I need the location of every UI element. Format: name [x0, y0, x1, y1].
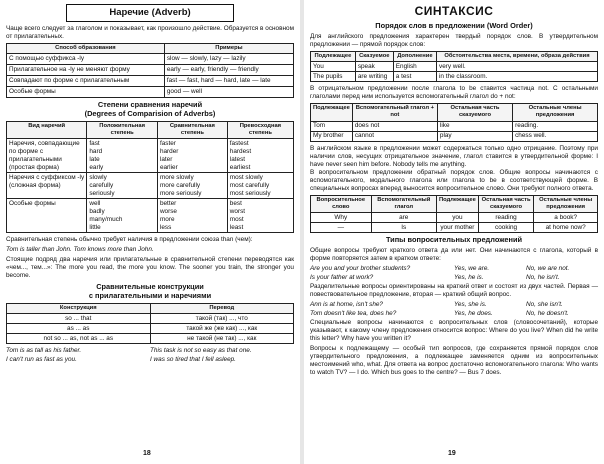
example-row [6, 347, 294, 355]
table-row [7, 324, 294, 334]
table-cell: My brother [311, 131, 353, 141]
example-text: Is your father at work? [310, 273, 374, 281]
formation-table [6, 43, 294, 98]
table-header: Перевод [150, 304, 294, 314]
table-row [7, 334, 294, 344]
table-cell: Is [371, 223, 436, 233]
example-text: Yes, he is. [454, 273, 484, 281]
question-intro: В английском языке в предложении может содержаться только одно отрицание. Поэтому при наличии слов, несущих отрицательное значение, глагол ставится в утвердительной форме: I have never seen him before. Nobody tells me anything. В вопросительном предложении обратный порядок слов. Общие вопросы начинаются с вспомогательного, модального глагола или глагола to be в соответствующей форме. В специальных вопросах вперед выносится вопросительное слово. Они требуют полного ответа. [310, 144, 598, 192]
adverb-title: Наречие (Adverb) [66, 4, 234, 22]
constructions-note: Стоящие подряд два наречия или прилагательные в сравнительной степени переводятся как «чем..., тем...»: The more you read, the more you know. The sooner you train, the stronger you become. [6, 256, 294, 280]
disjunctive-questions-text: Разделительные вопросы ориентированы на краткий ответ и состоят из двух частей. Первая — повествовательное предложение, вторая — краткий общий вопрос. [310, 282, 598, 298]
table-row [7, 139, 294, 173]
table-cell: like [437, 121, 512, 131]
table-row [7, 87, 294, 98]
table-header: Превосходная степень [227, 121, 293, 138]
table-cell: chess well. [513, 131, 598, 141]
table-cell: fastest hardest latest earliest [227, 139, 293, 173]
table-header: Остальные члены предложения [513, 104, 598, 121]
left-page [0, 0, 300, 464]
table-header: Вопросительное слово [311, 195, 372, 212]
table-row [7, 54, 294, 65]
table-header: Подлежащее [311, 104, 353, 121]
table-cell: early — early, friendly — friendly [164, 65, 293, 76]
table-cell: most slowly most carefully most seriously [227, 173, 293, 199]
table-cell: faster harder later earlier [157, 139, 227, 173]
table-header: Дополнение [393, 51, 436, 61]
example-text: Ann is at home, isn't she? [310, 300, 383, 308]
table-row [7, 65, 294, 76]
table-cell: cannot [352, 131, 437, 141]
table-cell: fast — fast, hard — hard, late — late [164, 76, 293, 87]
table-cell: Tom [311, 121, 353, 131]
table-cell: well badly many/much little [87, 199, 158, 233]
example-text: This task is not so easy as that one. [150, 347, 252, 355]
table-header: Вспомогательный глагол + not [352, 104, 437, 121]
constructions-table [6, 303, 294, 344]
table-cell: your mother [436, 223, 478, 233]
table-row [311, 72, 598, 82]
table-row [7, 76, 294, 87]
example-text: Tom is as tall as his father. [6, 347, 82, 355]
page-number: 19 [448, 450, 456, 458]
comparative-example: Tom is taller than John. Tom knows more than John. [6, 246, 154, 254]
table-cell: Особые формы [7, 199, 87, 233]
table-row [311, 131, 598, 141]
table-header: Остальные члены предложения [534, 195, 598, 212]
table-cell: The pupils [311, 72, 356, 82]
example-text: Tom doesn't like tea, does he? [310, 309, 397, 317]
table-cell: fast hard late early [87, 139, 158, 173]
table-header: Примеры [164, 43, 293, 53]
table-cell: не такой (не так) ..., как [150, 334, 294, 344]
right-page [304, 0, 604, 464]
table-cell: reading. [513, 121, 598, 131]
general-questions-text: Общие вопросы требуют краткого ответа да или нет. Они начинаются с глагола, который в форме повторяется затем в кратком ответе: [310, 246, 598, 262]
table-header: Вид наречий [7, 121, 87, 138]
table-cell: more slowly more carefully more seriously [157, 173, 227, 199]
table-header: Обстоятельства места, времени, образа действия [437, 51, 598, 61]
degrees-title: Степени сравнения наречий (Degrees of Comparision of Adverbs) [84, 100, 216, 118]
page-number: 18 [143, 450, 151, 458]
table-cell: Прилагательное на -ly не меняют форму [7, 65, 165, 76]
table-cell: a book? [534, 213, 598, 223]
example-row [310, 274, 598, 282]
table-cell: not so ... as, not as ... as [7, 334, 151, 344]
table-cell: does not [352, 121, 437, 131]
table-header: Положительная степень [87, 121, 158, 138]
table-header: Способ образования [7, 43, 165, 53]
table-header: Подлежащее [436, 195, 478, 212]
table-cell: so ... that [7, 314, 151, 324]
subject-questions-text: Вопросы к подлежащему — особый тип вопросов, где сохраняется прямой порядок слов утвердительного предложения, а подлежащее заменяется одним из вопросительных местоимений who, what. Для ответа на вопрос достаточно вспомогательного глагола: Who wants to watch TV? — I do. Which bus goes to the centre? — Bus 7 does. [310, 344, 598, 376]
negative-intro: В отрицательном предложении после глагола to be ставится частица not. С остальными глаголами перед ним используется вспомогательный глагол do + not: [310, 85, 598, 101]
example-text: No, he isn't. [526, 273, 560, 281]
example-text: Are you and your brother students? [310, 264, 411, 272]
syntax-title: СИНТАКСИС [414, 4, 494, 18]
table-row [7, 314, 294, 324]
table-row [311, 62, 598, 72]
table-cell: are writing [355, 72, 393, 82]
table-header: Сказуемое [355, 51, 393, 61]
table-cell: English [393, 62, 436, 72]
example-text: I can't run as fast as you. [6, 356, 77, 364]
table-row [311, 213, 598, 223]
table-cell: good — well [164, 87, 293, 98]
table-row [311, 121, 598, 131]
table-cell: cooking [478, 223, 534, 233]
special-questions-text: Специальные вопросы начинаются с вопросительных слов (словосочетаний), которые указывают, к какому члену предложения относится вопрос: Where do you live? When did he write this letter? Why have you written it? [310, 318, 598, 342]
table-cell: slow — slowly, lazy — lazily [164, 54, 293, 65]
example-text: No, she isn't. [526, 300, 563, 308]
table-header: Остальная часть сказуемого [437, 104, 512, 121]
example-text: Yes, we are. [454, 264, 490, 272]
table-cell: slowly carefully seriously [87, 173, 158, 199]
example-row [310, 301, 598, 309]
word-order-title: Порядок слов в предложении (Word Order) [375, 21, 533, 30]
table-cell: такой же (же как) ..., как [150, 324, 294, 334]
table-cell: Особые формы [7, 87, 165, 98]
table-cell: play [437, 131, 512, 141]
affirmative-table [310, 51, 598, 82]
table-cell: a test [393, 72, 436, 82]
table-cell: такой (так) ..., что [150, 314, 294, 324]
table-cell: Совпадают по форме с прилагательным [7, 76, 165, 87]
example-text: I was so tired that I fell asleep. [150, 356, 236, 364]
example-row [310, 310, 598, 318]
example-text: Yes, she is. [454, 300, 487, 308]
word-order-intro: Для английского предложения характерен твердый порядок слов. В утвердительном предложении — прямой порядок слов: [310, 32, 598, 48]
question-types-title: Типы вопросительных предложений [385, 235, 523, 245]
example-row [310, 265, 598, 273]
table-cell: Why [311, 213, 372, 223]
table-cell: better worse more less [157, 199, 227, 233]
example-text: Yes, he does. [454, 309, 493, 317]
table-header: Вспомогательный глагол [371, 195, 436, 212]
negative-table [310, 103, 598, 141]
table-cell: You [311, 62, 356, 72]
table-cell: — [311, 223, 372, 233]
comparative-note: Сравнительная степень обычно требует наличия в предложении союза than (чем): [6, 236, 253, 244]
table-cell: you [436, 213, 478, 223]
table-cell: in the classroom. [437, 72, 598, 82]
table-cell: very well. [437, 62, 598, 72]
table-cell: С помощью суффикса -ly [7, 54, 165, 65]
table-header: Остальная часть сказуемого [478, 195, 534, 212]
table-header: Сравнительная степень [157, 121, 227, 138]
degrees-table [6, 121, 294, 233]
adverb-intro: Чаще всего следует за глаголом и показывает, как произошло действие. Образуется в основном от прилагательных. [6, 24, 294, 40]
table-header: Подлежащее [311, 51, 356, 61]
table-cell: speak [355, 62, 393, 72]
example-row [6, 356, 294, 364]
table-cell: Наречия, совпадающие по форме с прилагательными (простая форма) [7, 139, 87, 173]
table-row [7, 199, 294, 233]
table-cell: are [371, 213, 436, 223]
question-table [310, 195, 598, 233]
table-cell: reading [478, 213, 534, 223]
table-row [311, 223, 598, 233]
table-cell: at home now? [534, 223, 598, 233]
table-cell: best worst most least [227, 199, 293, 233]
constructions-title: Сравнительные конструкции с прилагательными и наречиями [88, 282, 212, 301]
example-text: No, we are not. [526, 264, 570, 272]
table-row [7, 173, 294, 199]
table-cell: as ... as [7, 324, 151, 334]
example-text: No, he doesn't. [526, 309, 569, 317]
table-header: Конструкция [7, 304, 151, 314]
table-cell: Наречия с суффиксом -ly (сложная форма) [7, 173, 87, 199]
